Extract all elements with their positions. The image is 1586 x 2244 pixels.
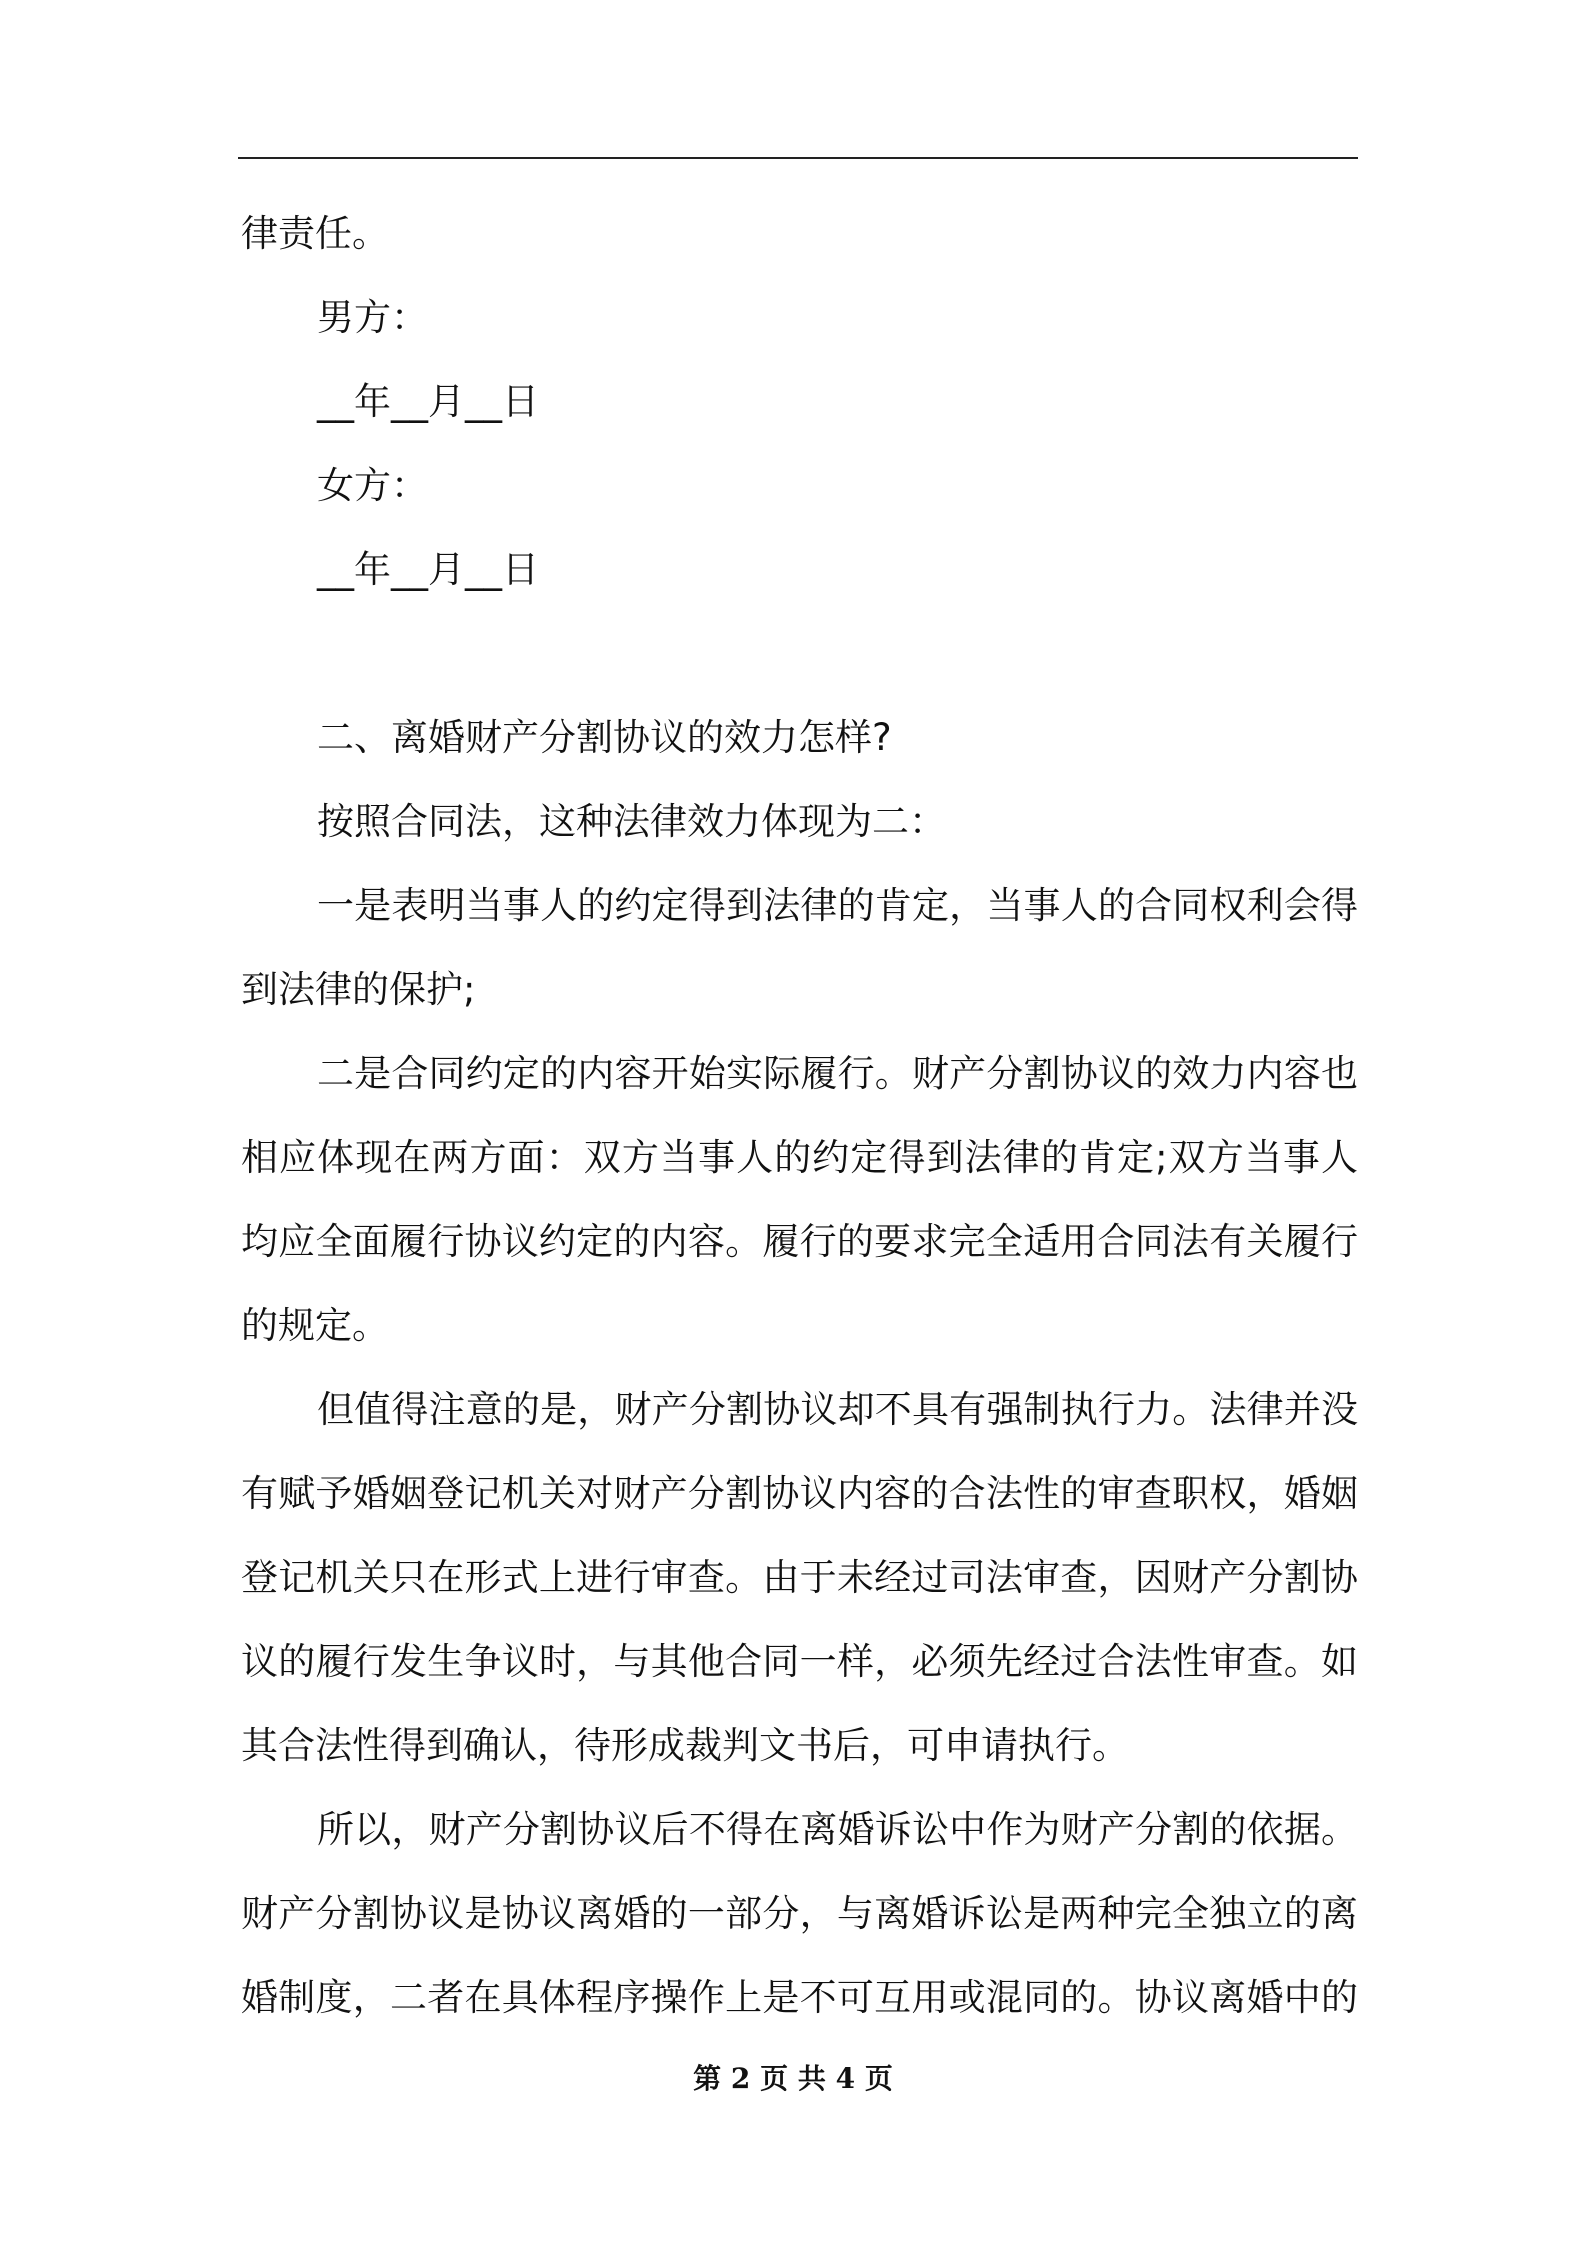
date-line-male: __年__月__日 [317,380,539,423]
paragraph-line: 但值得注意的是，财产分割协议却不具有强制执行力。法律并没 [317,1388,1358,1431]
signature-label-female: 女方： [317,464,428,507]
paragraph-line: 到法律的保护; [241,968,476,1011]
document-body [241,192,1358,2040]
paragraph-line: 有赋予婚姻登记机关对财产分割协议内容的合法性的审查职权，婚姻 [241,1472,1358,1515]
paragraph-line: 其合法性得到确认，待形成裁判文书后，可申请执行。 [241,1724,1129,1767]
text-line: 律责任。 [241,212,389,255]
header-rule [238,157,1358,159]
paragraph-line: 二是合同约定的内容开始实际履行。财产分割协议的效力内容也 [317,1052,1358,1095]
paragraph-line: 婚制度，二者在具体程序操作上是不可互用或混同的。协议离婚中的 [241,1976,1358,2019]
paragraph-line: 登记机关只在形式上进行审查。由于未经过司法审查，因财产分割协 [241,1556,1358,1599]
page-number-footer: 第 2 页 共 4 页 [693,2062,893,2095]
paragraph-line: 一是表明当事人的约定得到法律的肯定，当事人的合同权利会得 [317,884,1358,927]
paragraph-line: 的规定。 [241,1304,389,1347]
section-heading: 二、离婚财产分割协议的效力怎样? [317,716,892,759]
paragraph-line: 议的履行发生争议时，与其他合同一样，必须先经过合法性审查。如 [241,1640,1358,1683]
signature-label-male: 男方： [317,296,428,339]
paragraph-line: 财产分割协议是协议离婚的一部分，与离婚诉讼是两种完全独立的离 [241,1892,1358,1935]
blank-line [241,612,1358,696]
paragraph-line: 均应全面履行协议约定的内容。履行的要求完全适用合同法有关履行 [241,1220,1358,1263]
paragraph-line: 相应体现在两方面：双方当事人的约定得到法律的肯定;双方当事人 [241,1136,1358,1179]
date-line-female: __年__月__日 [317,548,539,591]
paragraph-line: 所以，财产分割协议后不得在离婚诉讼中作为财产分割的依据。 [317,1808,1358,1851]
paragraph-line: 按照合同法，这种法律效力体现为二： [317,800,946,843]
